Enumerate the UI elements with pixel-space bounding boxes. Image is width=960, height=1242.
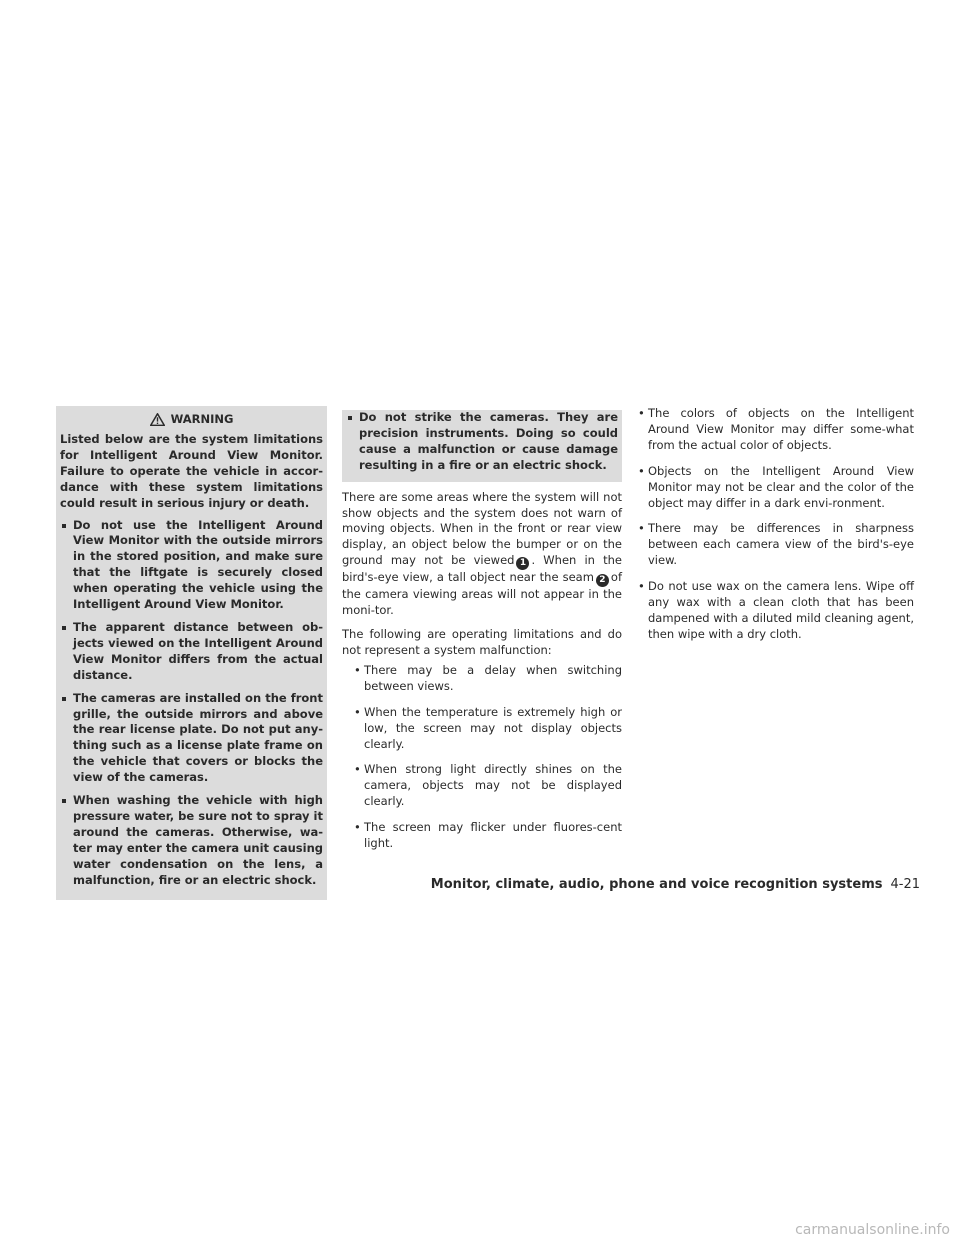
- bullet-dot-icon: •: [354, 662, 361, 677]
- bullet-square-icon: [348, 416, 352, 420]
- list-item: • When strong light directly shines on the camera, objects may not be displayed clearly.: [354, 762, 622, 809]
- warning-item: When washing the vehicle with high pressure water, be sure not to spray it around the cameras. Otherwise, wa-ter may enter the camera unit causing water condensation on the lens, a malfunction, fire or an electric shock.: [60, 793, 323, 888]
- warning-intro: Listed below are the system limitations for Intelligent Around View Monitor. Failure to operate the vehicle in accor-dance with these system limitations could result in serious injury or death.: [60, 432, 323, 510]
- warning-box-continued: [342, 410, 622, 482]
- limitations-list: [350, 663, 622, 852]
- list-item: • When the temperature is extremely high or low, the screen may not display objects clearly.: [354, 704, 622, 751]
- bullet-square-icon: [62, 626, 66, 630]
- warning-list-continued: [346, 410, 618, 474]
- watermark: carmanualsonline.info: [795, 1222, 950, 1238]
- column-left: [56, 406, 327, 900]
- list-item: • Do not use wax on the camera lens. Wipe off any wax with a clean cloth that has been dampened with a diluted mild cleaning agent, then wipe with a dry cloth.: [638, 579, 914, 641]
- bullet-dot-icon: •: [638, 463, 645, 478]
- column-middle: [342, 406, 622, 852]
- bullet-dot-icon: •: [638, 521, 645, 536]
- warning-item: Do not use the Intelligent Around View Monitor with the outside mirrors in the stored position, and make sure that the liftgate is securely closed when operating the vehicle using the Intelligent Around View Monitor.: [60, 518, 323, 613]
- warning-heading: [60, 408, 323, 430]
- body-paragraph: The following are operating limitations and do not represent a system malfunction:: [342, 627, 622, 657]
- bullet-square-icon: [62, 524, 66, 528]
- warning-list: [60, 518, 323, 889]
- warning-box: [56, 406, 327, 900]
- list-item: • There may be differences in sharpness between each camera view of the bird's-eye view.: [638, 521, 914, 568]
- warning-icon: [150, 413, 165, 426]
- column-right: [634, 406, 914, 643]
- list-item: • The colors of objects on the Intelligent Around View Monitor may differ some-what from the actual color of objects.: [638, 406, 914, 452]
- callout-2-icon: 2: [596, 574, 609, 587]
- warning-item: The apparent distance between ob-jects viewed on the Intelligent Around View Monitor differs from the actual distance.: [60, 620, 323, 684]
- bullet-square-icon: [62, 697, 66, 701]
- bullet-dot-icon: •: [354, 820, 361, 835]
- bullet-dot-icon: •: [354, 762, 361, 777]
- callout-1-icon: 1: [516, 557, 529, 570]
- list-item: • There may be a delay when switching between views.: [354, 662, 622, 693]
- limitations-list-continued: [634, 406, 914, 643]
- list-item: • The screen may flicker under fluores-cent light.: [354, 820, 622, 851]
- body-paragraph: There are some areas where the system will not show objects and the system does not warn of moving objects. When in the front or rear view display, an object below the bumper or on the ground may not be viewed 1 . When in the bird's-eye view, a tall object near the seam 2 of the camera viewing areas will not appear in the moni-tor.: [342, 489, 622, 618]
- bullet-dot-icon: •: [354, 704, 361, 719]
- page-number: 4-21: [890, 877, 920, 892]
- section-title: Monitor, climate, audio, phone and voice recognition systems: [430, 877, 883, 892]
- warning-item: The cameras are installed on the front grille, the outside mirrors and above the rear license plate. Do not put any-thing such as a license plate frame on the vehicle that covers or blocks the view of the cameras.: [60, 691, 323, 786]
- page-footer: [431, 877, 920, 892]
- bullet-dot-icon: •: [638, 406, 645, 420]
- warning-heading-text: WARNING: [170, 412, 234, 426]
- warning-item: Do not strike the cameras. They are precision instruments. Doing so could cause a malfunction or cause damage resulting in a fire or an electric shock.: [346, 410, 618, 474]
- bullet-dot-icon: •: [638, 579, 645, 594]
- bullet-square-icon: [62, 799, 66, 803]
- list-item: • Objects on the Intelligent Around View Monitor may not be clear and the color of the object may differ in a dark envi-ronment.: [638, 463, 914, 510]
